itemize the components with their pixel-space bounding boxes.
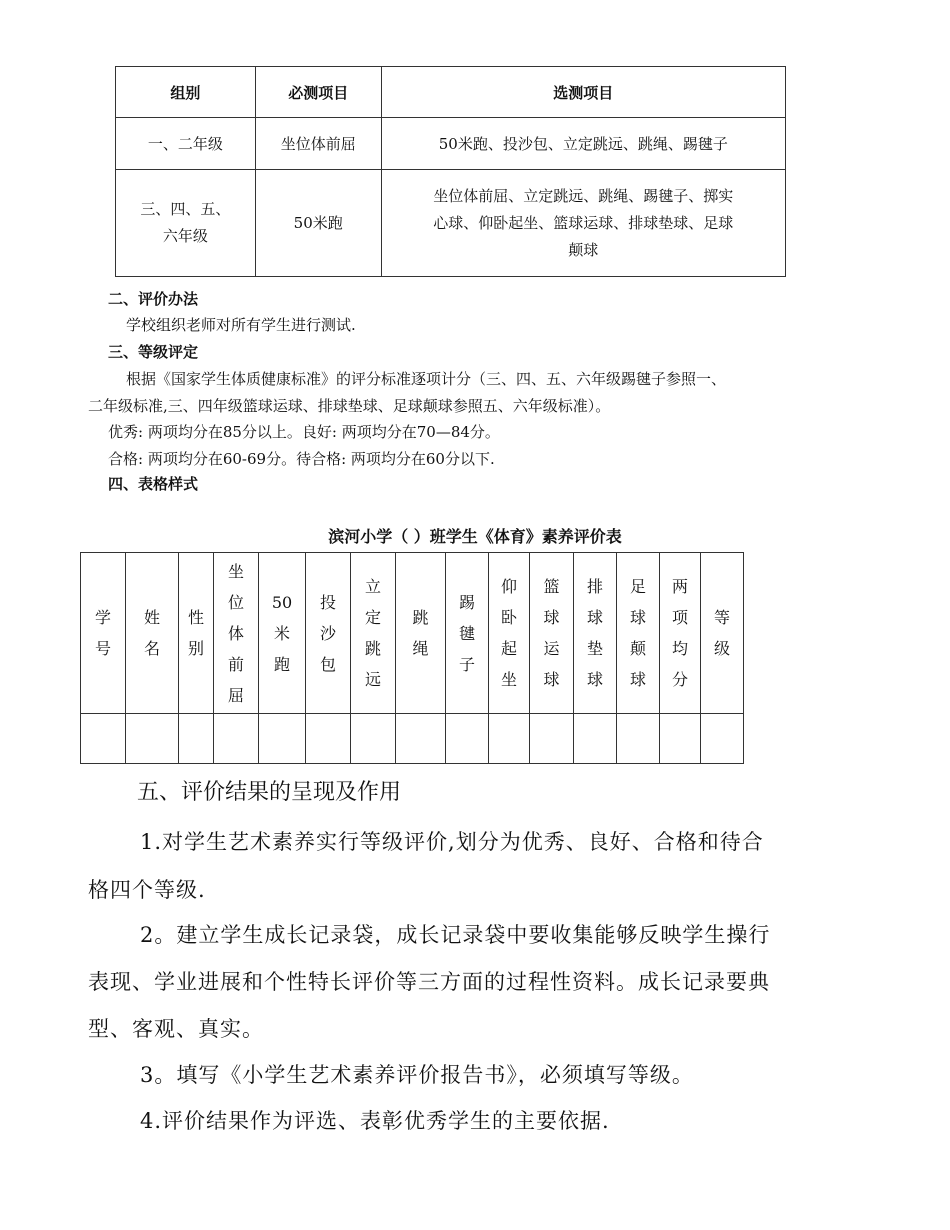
evaluation-col-header	[81, 553, 126, 714]
evaluation-empty-cell[interactable]	[214, 714, 259, 764]
cell-optional-line: 颠球	[568, 240, 599, 259]
evaluation-col-header	[489, 553, 530, 714]
evaluation-col-header	[446, 553, 489, 714]
section-5-heading: 五、评价结果的呈现及作用	[137, 780, 402, 805]
section-3-heading: 三、等级评定	[108, 343, 199, 361]
paragraph-line: 格四个等级.	[88, 878, 206, 902]
evaluation-empty-cell[interactable]	[489, 714, 530, 764]
evaluation-col-header-label: 篮 球 运 球	[543, 577, 560, 689]
evaluation-col-header-label: 立 定 跳 远	[364, 577, 381, 689]
paragraph-line: 3。填写《小学生艺术素养评价报告书》，必须填写等级。	[140, 1063, 694, 1087]
evaluation-col-header-label: 两 项 均 分	[671, 577, 688, 689]
cell-required: 坐位体前屈	[255, 118, 381, 170]
cell-required: 50米跑	[255, 170, 381, 277]
paragraph-line: 1.对学生艺术素养实行等级评价,划分为优秀、良好、合格和待合	[140, 830, 764, 854]
section-3-line: 二年级标准,三、四年级篮球运球、排球垫球、足球颠球参照五、六年级标准）。	[88, 397, 611, 415]
table-row	[116, 170, 786, 277]
evaluation-col-header-label: 足 球 颠 球	[629, 577, 646, 689]
evaluation-empty-cell[interactable]	[81, 714, 126, 764]
section-2-body: 学校组织老师对所有学生进行测试.	[126, 316, 356, 334]
col-header-optional: 选测项目	[381, 67, 785, 118]
paragraph-line: 表现、学业进展和个性特长评价等三方面的过程性资料。成长记录要典	[88, 970, 770, 994]
cell-optional-line: 坐位体前屈、立定跳远、跳绳、踢毽子、掷实	[433, 186, 734, 205]
evaluation-empty-cell[interactable]	[351, 714, 396, 764]
evaluation-col-header	[306, 553, 351, 714]
evaluation-col-header-label: 50 米 跑	[271, 592, 293, 674]
table-row	[116, 118, 786, 170]
evaluation-empty-cell[interactable]	[530, 714, 574, 764]
test-items-table	[115, 66, 786, 277]
evaluation-col-header	[179, 553, 214, 714]
evaluation-col-header	[660, 553, 701, 714]
evaluation-empty-row	[81, 714, 744, 764]
evaluation-col-header	[574, 553, 617, 714]
evaluation-col-header-label: 排 球 垫 球	[586, 577, 603, 689]
evaluation-empty-cell[interactable]	[396, 714, 446, 764]
evaluation-col-header-label: 坐 位 体 前 屈	[227, 561, 244, 705]
section-3-line: 根据《国家学生体质健康标准》的评分标准逐项计分（三、四、五、六年级踢毽子参照一、	[126, 370, 727, 388]
evaluation-empty-cell[interactable]	[617, 714, 660, 764]
paragraph-line: 2。建立学生成长记录袋，成长记录袋中要收集能够反映学生操行	[140, 923, 771, 947]
evaluation-empty-cell[interactable]	[259, 714, 306, 764]
evaluation-col-header	[214, 553, 259, 714]
evaluation-col-header	[617, 553, 660, 714]
paragraph-line: 型、客观、真实。	[88, 1017, 264, 1041]
paragraph-line: 4.评价结果作为评选、表彰优秀学生的主要依据.	[140, 1109, 610, 1133]
evaluation-col-header	[530, 553, 574, 714]
evaluation-table	[80, 552, 744, 764]
cell-group-line: 三、四、五、	[140, 200, 231, 218]
evaluation-col-header-label: 等 级	[713, 608, 730, 658]
cell-optional	[381, 170, 785, 277]
cell-group-line: 六年级	[162, 227, 208, 245]
evaluation-col-header	[259, 553, 306, 714]
section-2-heading: 二、评价办法	[108, 290, 199, 308]
section-3-line: 合格: 两项均分在60-69分。待合格: 两项均分在60分以下.	[108, 450, 495, 468]
col-header-required: 必测项目	[255, 67, 381, 118]
cell-group: 一、二年级	[116, 118, 256, 170]
evaluation-col-header-label: 仰 卧 起 坐	[500, 577, 517, 689]
evaluation-col-header-label: 踢 毽 子	[458, 592, 475, 674]
section-3-line: 优秀: 两项均分在85分以上。良好: 两项均分在70—84分。	[108, 423, 500, 441]
col-header-group: 组别	[116, 67, 256, 118]
evaluation-header-row	[81, 553, 744, 714]
evaluation-empty-cell[interactable]	[306, 714, 351, 764]
evaluation-col-header	[126, 553, 179, 714]
evaluation-col-header	[396, 553, 446, 714]
evaluation-empty-cell[interactable]	[446, 714, 489, 764]
evaluation-col-header	[701, 553, 744, 714]
evaluation-col-header-label: 投 沙 包	[319, 592, 336, 674]
evaluation-col-header	[351, 553, 396, 714]
evaluation-table-caption: 滨河小学（ ）班学生《体育》素养评价表	[328, 527, 622, 546]
evaluation-empty-cell[interactable]	[574, 714, 617, 764]
evaluation-col-header-label: 跳 绳	[412, 608, 429, 658]
evaluation-empty-cell[interactable]	[126, 714, 179, 764]
section-4-heading: 四、表格样式	[108, 475, 199, 493]
evaluation-col-header-label: 学 号	[94, 608, 111, 658]
cell-group	[116, 170, 256, 277]
evaluation-empty-cell[interactable]	[660, 714, 701, 764]
evaluation-empty-cell[interactable]	[179, 714, 214, 764]
cell-optional-line: 心球、仰卧起坐、篮球运球、排球垫球、足球	[433, 213, 734, 232]
evaluation-col-header-label: 性 别	[187, 608, 204, 658]
cell-optional: 50米跑、投沙包、立定跳远、跳绳、踢毽子	[381, 118, 785, 170]
evaluation-col-header-label: 姓 名	[143, 608, 160, 658]
evaluation-empty-cell[interactable]	[701, 714, 744, 764]
